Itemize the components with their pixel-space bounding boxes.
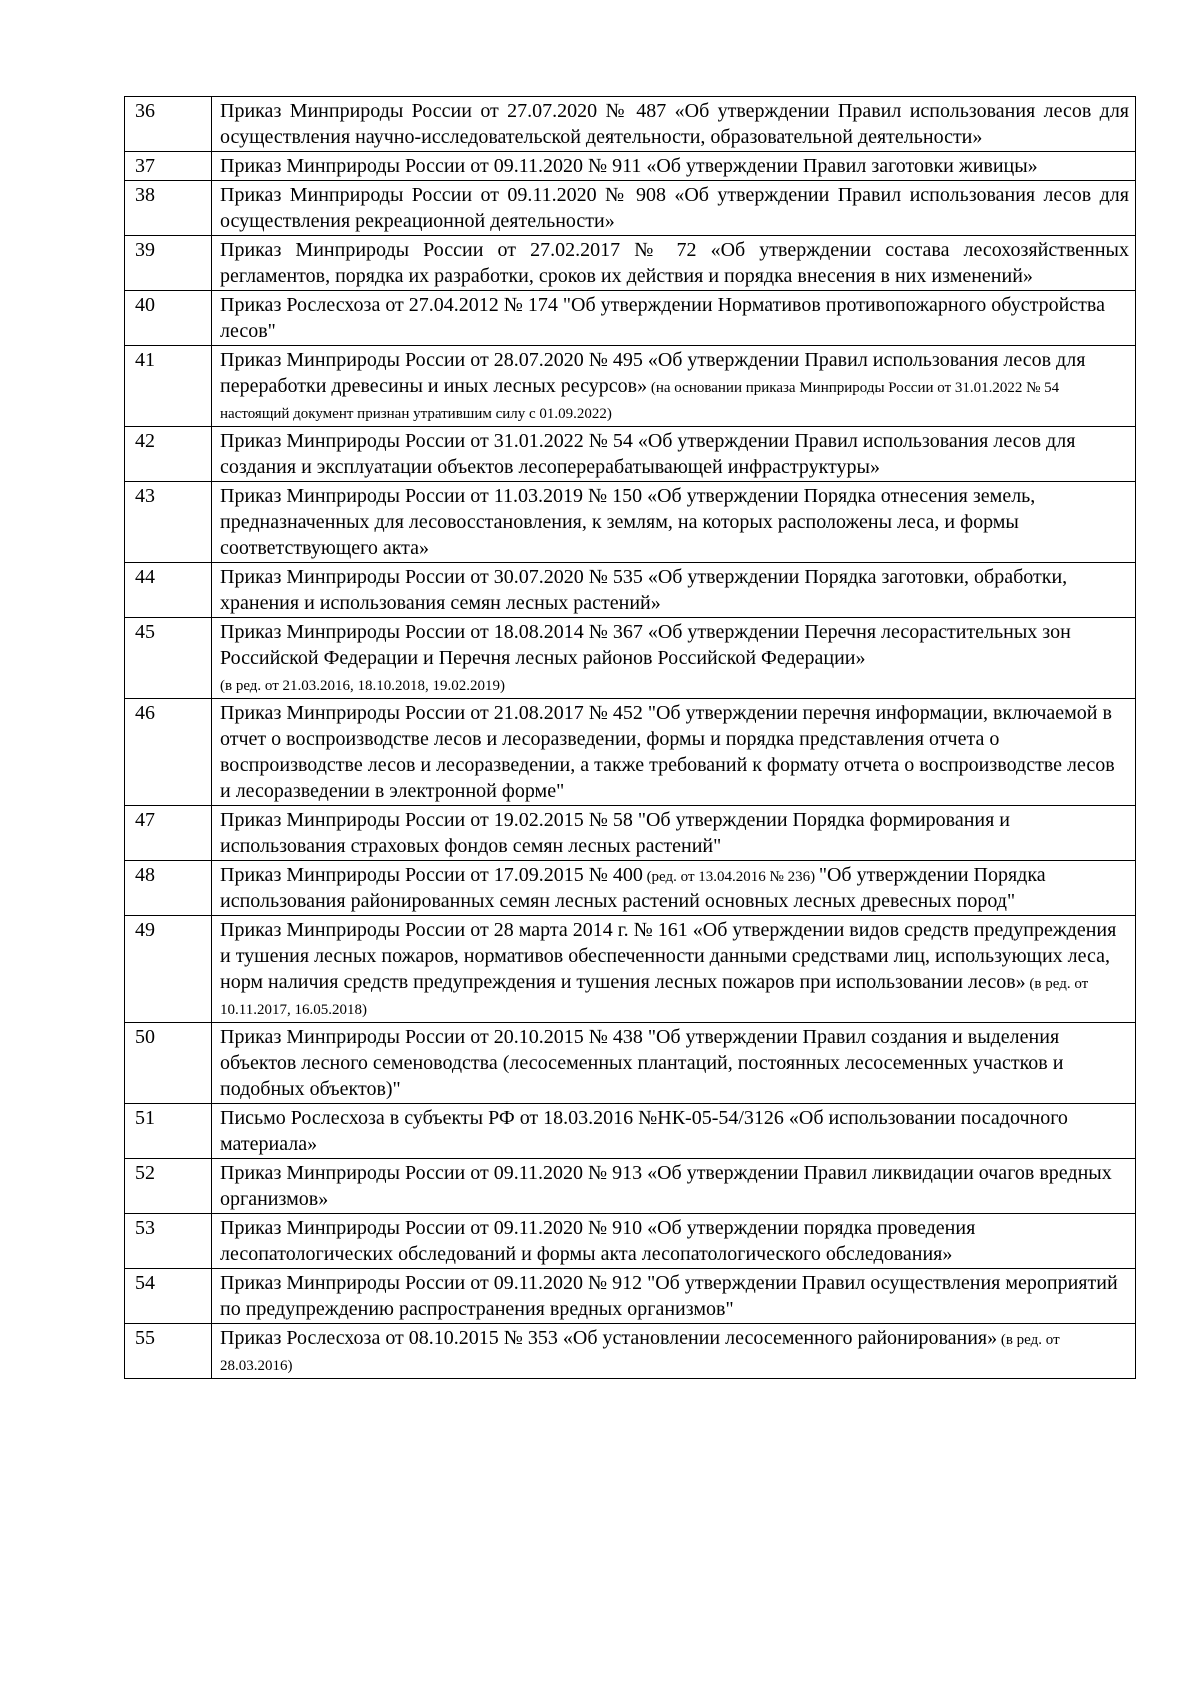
- table-row: [125, 806, 1136, 861]
- document-title: Приказ Минприроды России от 17.09.2015 № 400 (ред. от 13.04.2016 № 236) "Об утверждении Порядка использования районированных семян лесных растений основных лесных древесных пород": [212, 861, 1136, 916]
- document-title: Приказ Минприроды России от 27.02.2017 № 72 «Об утверждении состава лесохозяйственных регламентов, порядка их разработки, сроков их действия и порядка внесения в них изменений»: [212, 236, 1136, 291]
- table-row: [125, 236, 1136, 291]
- document-title: Приказ Минприроды России от 20.10.2015 № 438 "Об утверждении Правил создания и выделения объектов лесного семеноводства (лесосеменных плантаций, постоянных лесосеменных участков и подобных объектов)": [212, 1023, 1136, 1104]
- regulations-table: [124, 96, 1136, 1379]
- document-note: (в ред. от 28.03.2016): [220, 1332, 1060, 1374]
- table-row: [125, 699, 1136, 806]
- row-number: 46: [125, 699, 212, 806]
- row-number: 52: [125, 1159, 212, 1214]
- document-note: (ред. от 13.04.2016 № 236): [642, 869, 819, 885]
- document-title: Приказ Минприроды России от 28.07.2020 № 495 «Об утверждении Правил использования лесов для переработки древесины и иных лесных ресурсов» (на основании приказа Минприроды России от 31.01.2022 № 54 настоящий документ признан утратившим силу с 01.09.2022): [212, 346, 1136, 427]
- table-row: [125, 482, 1136, 563]
- table-row: [125, 291, 1136, 346]
- row-number: 50: [125, 1023, 212, 1104]
- table-row: [125, 1269, 1136, 1324]
- table-row: [125, 861, 1136, 916]
- table-row: [125, 97, 1136, 152]
- row-number: 44: [125, 563, 212, 618]
- document-title: Письмо Рослесхоза в субъекты РФ от 18.03.2016 №НК-05-54/3126 «Об использовании посадочного материала»: [212, 1104, 1136, 1159]
- row-number: 39: [125, 236, 212, 291]
- document-title: Приказ Минприроды России от 11.03.2019 № 150 «Об утверждении Порядка отнесения земель, предназначенных для лесовосстановления, к землям, на которых расположены леса, и формы соответствующего акта»: [212, 482, 1136, 563]
- table-row: [125, 1023, 1136, 1104]
- row-number: 54: [125, 1269, 212, 1324]
- table-row: [125, 618, 1136, 699]
- row-number: 47: [125, 806, 212, 861]
- document-note: (в ред. от 21.03.2016, 18.10.2018, 19.02.2019): [220, 678, 506, 694]
- document-title: Приказ Минприроды России от 09.11.2020 № 912 "Об утверждении Правил осуществления мероприятий по предупреждению распространения вредных организмов": [212, 1269, 1136, 1324]
- row-number: 42: [125, 427, 212, 482]
- table-row: [125, 916, 1136, 1023]
- document-title: Приказ Минприроды России от 09.11.2020 № 908 «Об утверждении Правил использования лесов для осуществления рекреационной деятельности»: [212, 181, 1136, 236]
- row-number: 37: [125, 152, 212, 181]
- document-title: Приказ Минприроды России от 21.08.2017 № 452 "Об утверждении перечня информации, включаемой в отчет о воспроизводстве лесов и лесоразведении, формы и порядка представления отчета о воспроизводстве лесов и лесоразведении, а также требований к формату отчета о воспроизводстве лесов и лесоразведении в электронной форме": [212, 699, 1136, 806]
- table-row: [125, 563, 1136, 618]
- table-row: [125, 427, 1136, 482]
- table-row: [125, 1104, 1136, 1159]
- document-title: Приказ Минприроды России от 31.01.2022 № 54 «Об утверждении Правил использования лесов для создания и эксплуатации объектов лесоперерабатывающей инфраструктуры»: [212, 427, 1136, 482]
- row-number: 38: [125, 181, 212, 236]
- row-number: 45: [125, 618, 212, 699]
- row-number: 49: [125, 916, 212, 1023]
- table-row: [125, 1324, 1136, 1379]
- document-note: (в ред. от 10.11.2017, 16.05.2018): [220, 976, 1089, 1018]
- document-title: Приказ Минприроды России от 28 марта 2014 г. № 161 «Об утверждении видов средств предупреждения и тушения лесных пожаров, нормативов обеспеченности данными средствами лиц, использующих леса, норм наличия средств предупреждения и тушения лесных пожаров при использовании лесов» (в ред. от 10.11.2017, 16.05.2018): [212, 916, 1136, 1023]
- table-row: [125, 1159, 1136, 1214]
- row-number: 41: [125, 346, 212, 427]
- document-title: Приказ Рослесхоза от 08.10.2015 № 353 «Об установлении лесосеменного районирования» (в ред. от 28.03.2016): [212, 1324, 1136, 1379]
- document-title: Приказ Минприроды России от 30.07.2020 № 535 «Об утверждении Порядка заготовки, обработки, хранения и использования семян лесных растений»: [212, 563, 1136, 618]
- document-title: Приказ Минприроды России от 09.11.2020 № 910 «Об утверждении порядка проведения лесопатологических обследований и формы акта лесопатологического обследования»: [212, 1214, 1136, 1269]
- document-title: Приказ Минприроды России от 27.07.2020 № 487 «Об утверждении Правил использования лесов для осуществления научно-исследовательской деятельности, образовательной деятельности»: [212, 97, 1136, 152]
- document-title: Приказ Минприроды России от 19.02.2015 № 58 "Об утверждении Порядка формирования и использования страховых фондов семян лесных растений": [212, 806, 1136, 861]
- row-number: 43: [125, 482, 212, 563]
- row-number: 55: [125, 1324, 212, 1379]
- document-title: Приказ Минприроды России от 18.08.2014 № 367 «Об утверждении Перечня лесорастительных зон Российской Федерации и Перечня лесных районов Российской Федерации» (в ред. от 21.03.2016, 18.10.2018, 19.02.2019): [212, 618, 1136, 699]
- document-note: (на основании приказа Минприроды России от 31.01.2022 № 54 настоящий документ признан утратившим силу с 01.09.2022): [220, 380, 1060, 422]
- row-number: 53: [125, 1214, 212, 1269]
- table-row: [125, 1214, 1136, 1269]
- table-row: [125, 181, 1136, 236]
- table-row: [125, 346, 1136, 427]
- row-number: 36: [125, 97, 212, 152]
- document-title: Приказ Минприроды России от 09.11.2020 № 913 «Об утверждении Правил ликвидации очагов вредных организмов»: [212, 1159, 1136, 1214]
- row-number: 40: [125, 291, 212, 346]
- document-title: Приказ Минприроды России от 09.11.2020 № 911 «Об утверждении Правил заготовки живицы»: [212, 152, 1136, 181]
- row-number: 48: [125, 861, 212, 916]
- row-number: 51: [125, 1104, 212, 1159]
- document-title: Приказ Рослесхоза от 27.04.2012 № 174 "Об утверждении Нормативов противопожарного обустройства лесов": [212, 291, 1136, 346]
- table-row: [125, 152, 1136, 181]
